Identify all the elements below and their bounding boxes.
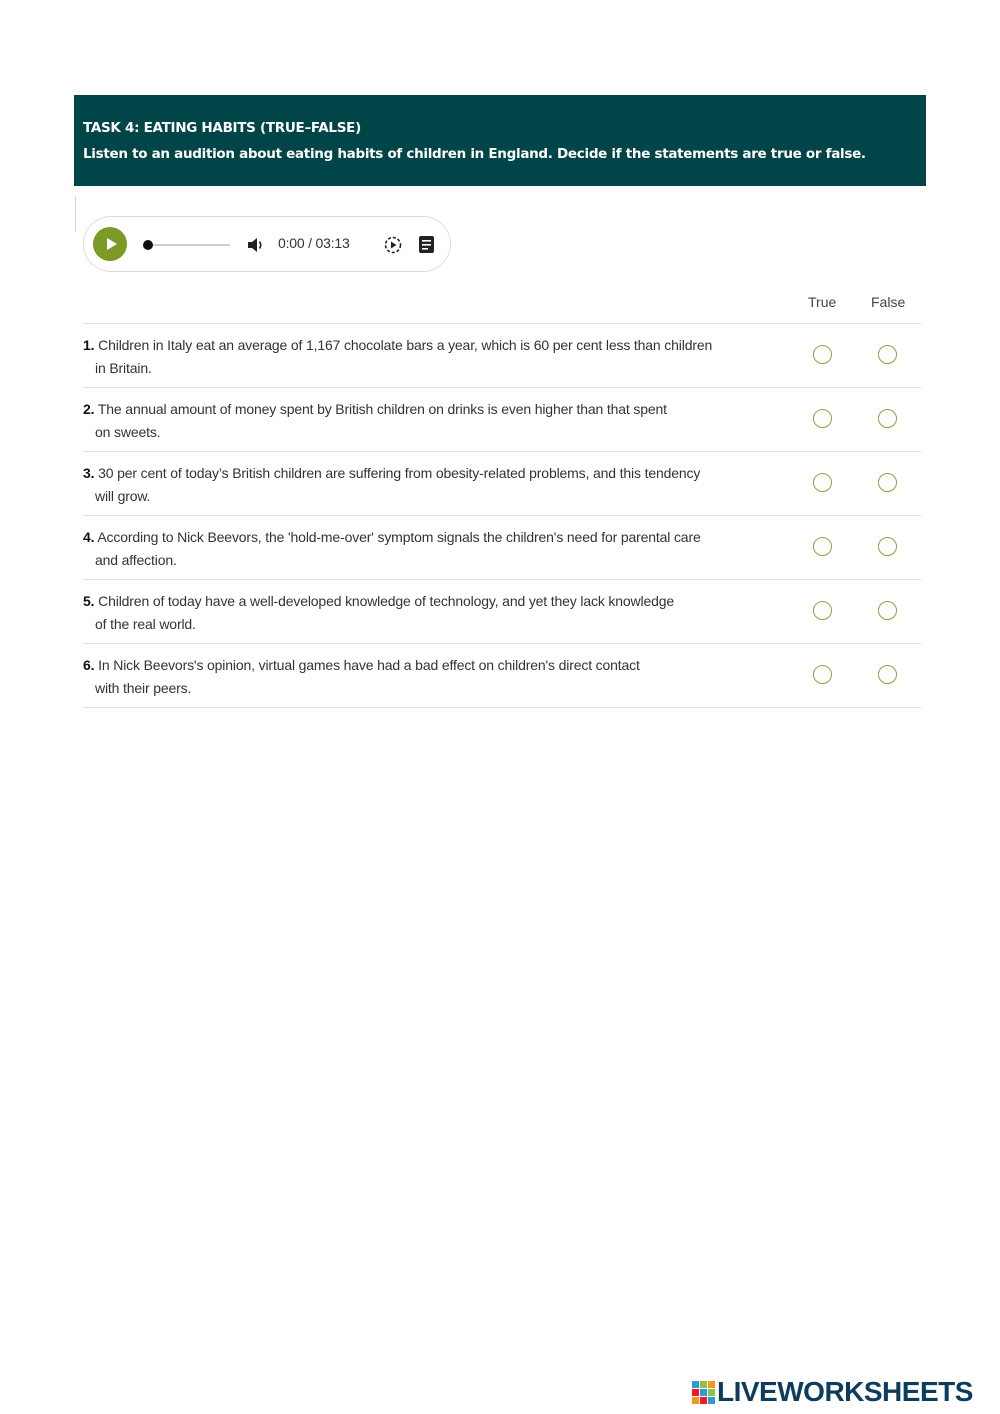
statement-line: According to Nick Beevors, the 'hold-me-over' symptom signals the children's need for parental care — [97, 529, 701, 545]
statement-line: of the real world. — [95, 616, 196, 632]
false-radio[interactable] — [878, 409, 897, 428]
statement-number: 4. — [83, 529, 95, 545]
false-radio[interactable] — [878, 601, 897, 620]
divider — [75, 196, 76, 232]
seek-bar[interactable] — [144, 244, 230, 246]
time-display: 0:00 / 03:13 — [278, 235, 350, 251]
true-radio[interactable] — [813, 665, 832, 684]
statement-text — [83, 590, 763, 636]
true-radio[interactable] — [813, 409, 832, 428]
statement-row — [83, 643, 921, 708]
statement-line: Children of today have a well-developed knowledge of technology, and yet they lack knowledge — [98, 593, 675, 609]
statement-line: and affection. — [95, 552, 177, 568]
false-radio[interactable] — [878, 665, 897, 684]
statement-number: 2. — [83, 401, 95, 417]
true-radio[interactable] — [813, 345, 832, 364]
statement-text — [83, 462, 763, 508]
playback-speed-icon[interactable] — [383, 235, 403, 255]
column-header-true: True — [808, 294, 837, 310]
false-radio[interactable] — [878, 537, 897, 556]
column-header-false: False — [871, 294, 906, 310]
statement-text — [83, 398, 763, 444]
statement-line: The annual amount of money spent by British children on drinks is even higher than that spent — [97, 401, 667, 417]
statement-line: with their peers. — [95, 680, 192, 696]
logo-text: LIVEWORKSHEETS — [717, 1376, 973, 1407]
transcript-icon[interactable] — [418, 235, 436, 255]
statement-number: 6. — [83, 657, 95, 673]
true-radio[interactable] — [813, 537, 832, 556]
statement-text — [83, 654, 763, 700]
statement-text — [83, 334, 763, 380]
statement-line: In Nick Beevors's opinion, virtual games have had a bad effect on children's direct contact — [98, 657, 640, 673]
statement-list — [83, 323, 921, 708]
task-header — [74, 95, 926, 186]
statement-number: 1. — [83, 337, 95, 353]
statement-number: 3. — [83, 465, 95, 481]
statement-line: on sweets. — [95, 424, 161, 440]
task-title: TASK 4: EATING HABITS (TRUE–FALSE) — [83, 120, 361, 136]
statement-text — [83, 526, 763, 572]
statement-row — [83, 387, 921, 451]
statement-row — [83, 323, 921, 387]
true-radio[interactable] — [813, 473, 832, 492]
statement-line: 30 per cent of today’s British children are suffering from obesity-related problems, and this tendency — [98, 465, 701, 481]
false-radio[interactable] — [878, 473, 897, 492]
statement-line: will grow. — [95, 488, 151, 504]
statement-row — [83, 579, 921, 643]
seek-handle[interactable] — [143, 240, 153, 250]
true-radio[interactable] — [813, 601, 832, 620]
statement-line: Children in Italy eat an average of 1,167 chocolate bars a year, which is 60 per cent less than children — [98, 337, 713, 353]
false-radio[interactable] — [878, 345, 897, 364]
statement-row — [83, 451, 921, 515]
statement-row — [83, 515, 921, 579]
volume-icon[interactable] — [246, 236, 266, 254]
task-instruction: Listen to an audition about eating habits of children in England. Decide if the statements are true or false. — [83, 146, 866, 162]
statement-number: 5. — [83, 593, 95, 609]
audio-player — [83, 216, 451, 272]
statement-line: in Britain. — [95, 360, 152, 376]
play-icon — [93, 227, 127, 261]
logo-grid-icon — [692, 1381, 716, 1405]
play-button[interactable] — [93, 227, 127, 261]
